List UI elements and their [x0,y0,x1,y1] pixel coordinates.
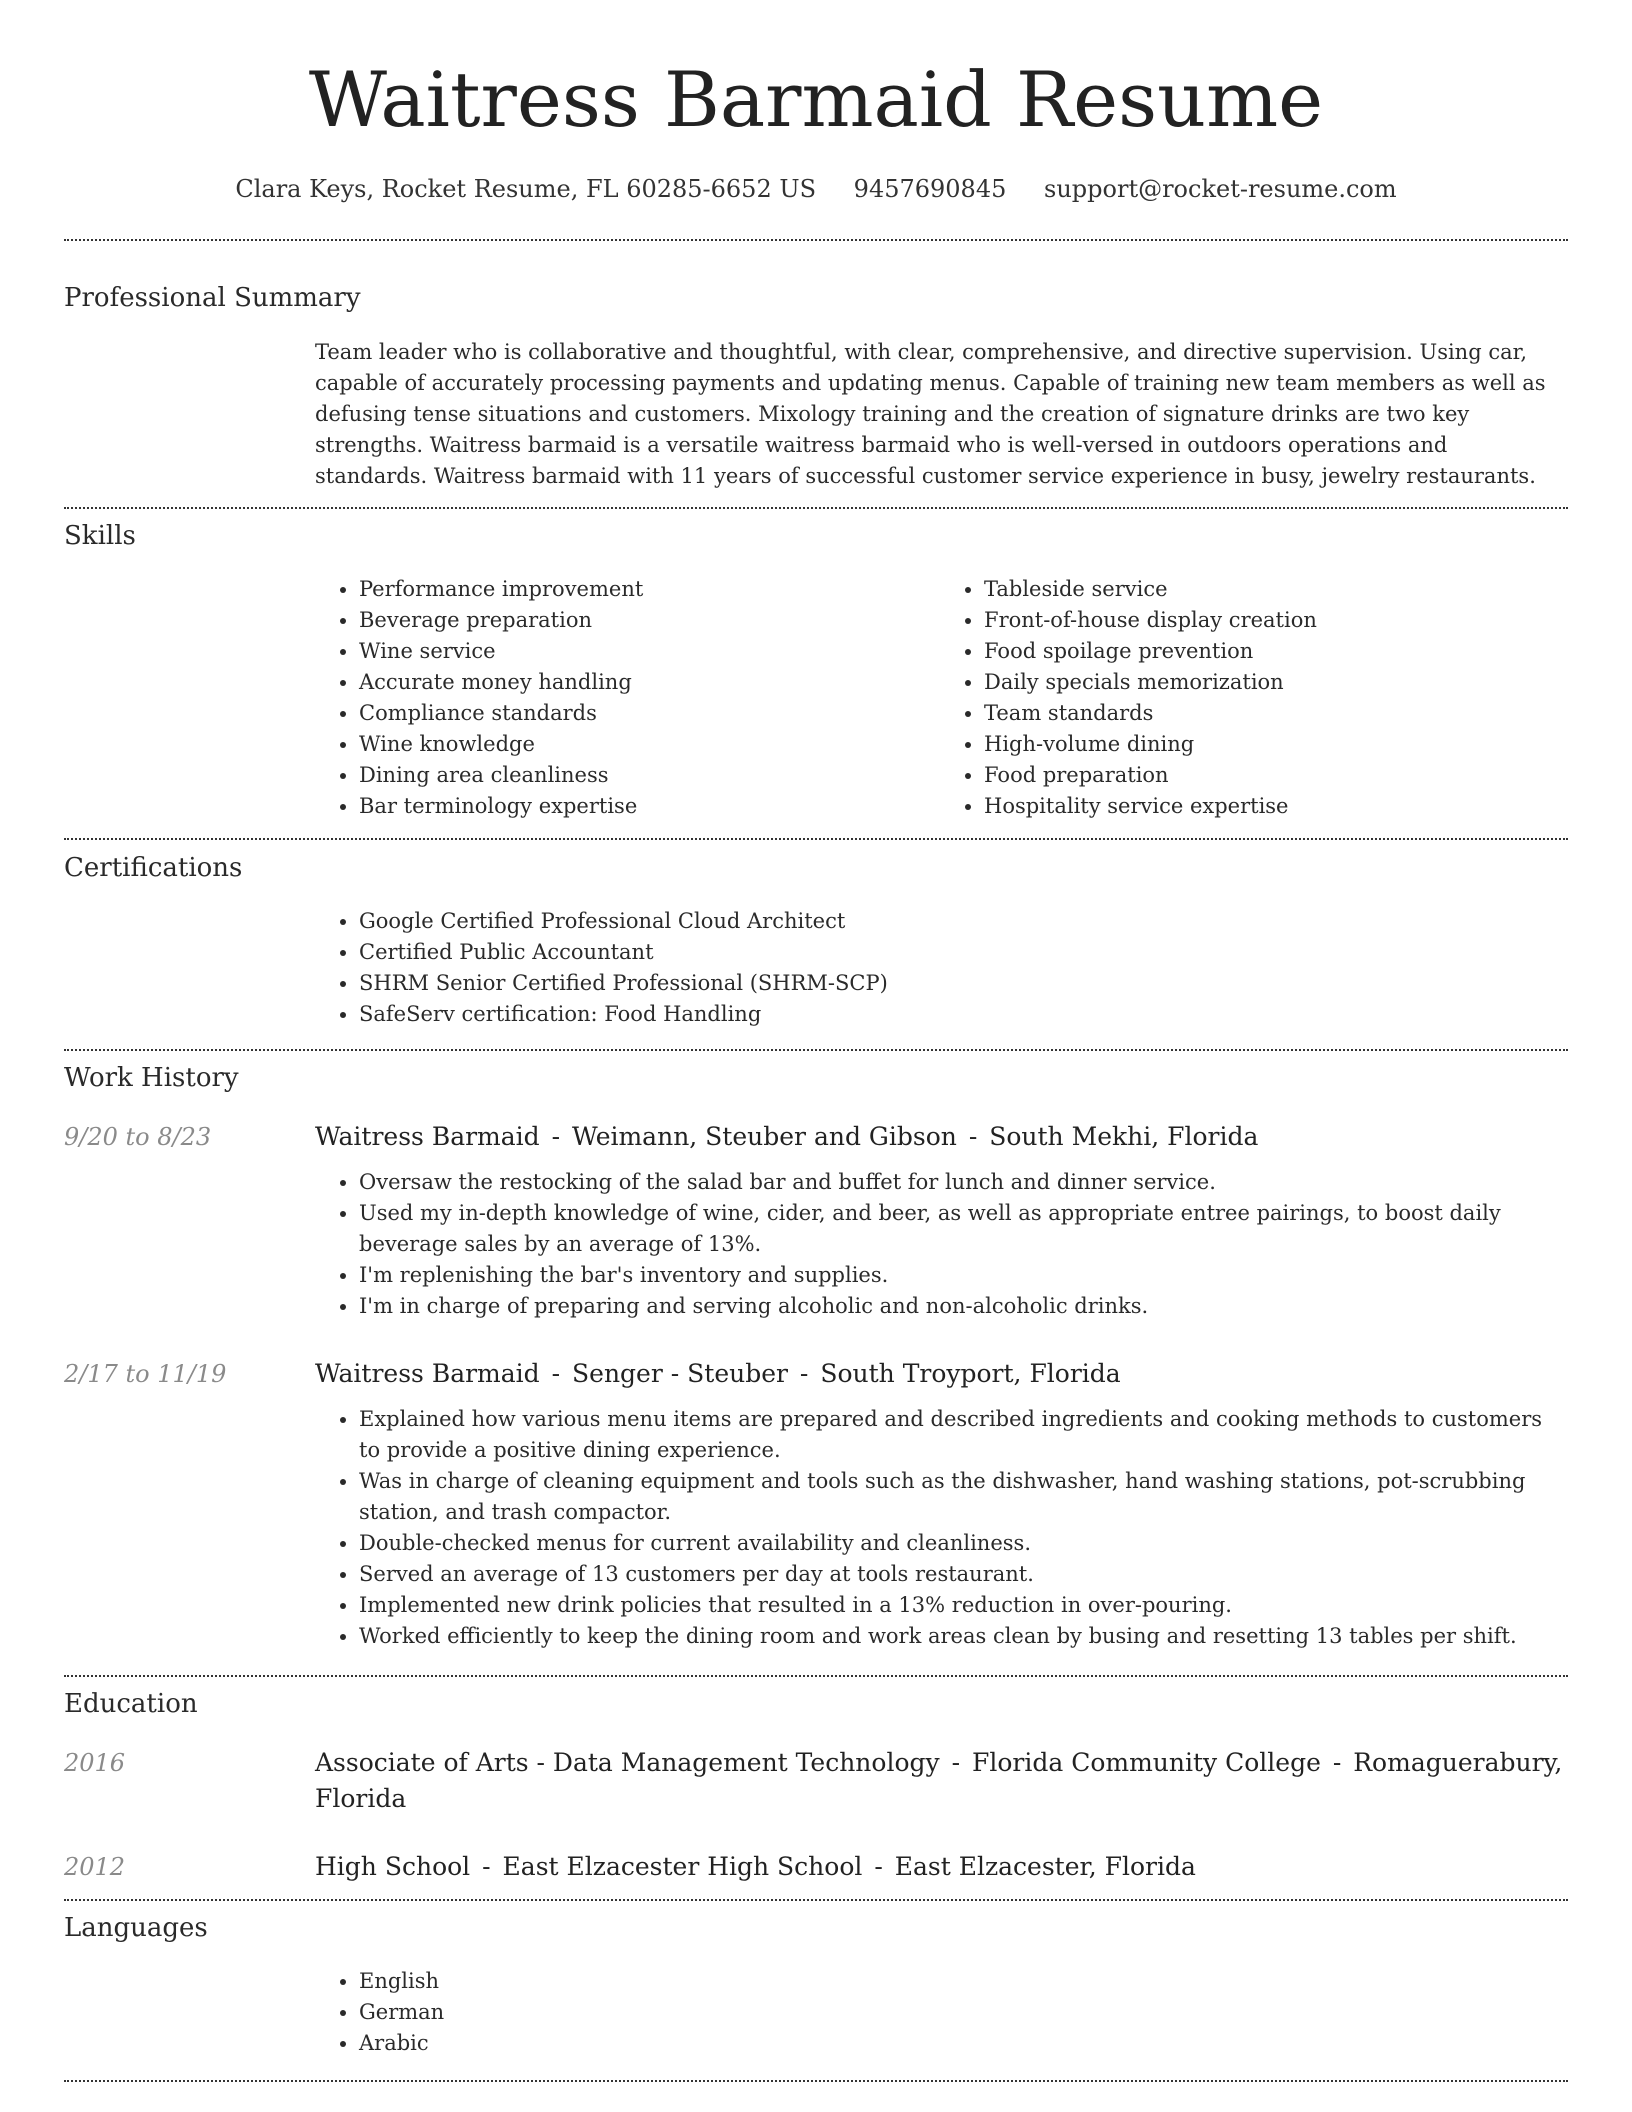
divider [64,1899,1568,1901]
job-location: South Troyport, Florida [820,1359,1121,1388]
job-position: Waitress Barmaid [315,1122,540,1151]
skill-item: • Dining area cleanliness [359,760,940,791]
education-title [315,1745,1565,1817]
education-entry [315,1745,1565,1817]
job-separator: - [799,1359,809,1388]
contact-line [64,170,1568,208]
section-heading-skills: Skills [64,521,136,551]
education-location: Romaguerabury, Florida [315,1748,1563,1813]
certification-item: • Certified Public Accountant [359,937,1565,968]
job-separator: - [551,1359,561,1388]
skills-list-right [940,574,1565,822]
job-separator: - [551,1122,561,1151]
education-degree: Associate of Arts - Data Management Technology [315,1748,940,1777]
education-school: Florida Community College [972,1748,1321,1777]
skill-item: • Accurate money handling [359,667,940,698]
summary-body [315,337,1565,492]
certifications-body [315,906,1565,1030]
language-item: • English [359,1966,1565,1997]
education-year: 2016 [64,1749,126,1777]
job-bullet: • Was in charge of cleaning equipment and tools such as the dishwasher, hand washing stations, pot-scrubbing station, and trash compactor. [359,1466,1565,1528]
job-title [315,1119,1565,1155]
education-separator: - [874,1852,883,1881]
job-bullet: • Double-checked menus for current availability and cleanliness. [359,1528,1565,1559]
education-separator: - [1332,1748,1342,1777]
job-location: South Mekhi, Florida [989,1122,1259,1151]
section-heading-work: Work History [64,1063,239,1093]
job-bullet: • Implemented new drink policies that resulted in a 13% reduction in over-pouring. [359,1590,1565,1621]
skill-item: • Hospitality service expertise [984,791,1565,822]
education-school: East Elzacester High School [502,1852,863,1881]
skill-item: • Compliance standards [359,698,940,729]
skill-item: • Tableside service [984,574,1565,605]
contact-email: support@rocket-resume.com [1044,175,1397,203]
skills-list-left [315,574,940,822]
skill-item: • High-volume dining [984,729,1565,760]
job-bullet: • Used my in-depth knowledge of wine, cider, and beer, as well as appropriate entree pairings, to boost daily beverage sales by an average of 13%. [359,1198,1565,1260]
job-bullets [315,1404,1565,1652]
language-item: • Arabic [359,2028,1565,2059]
divider [64,1675,1568,1677]
education-title [315,1849,1565,1885]
job-bullet: • Oversaw the restocking of the salad bar and buffet for lunch and dinner service. [359,1167,1565,1198]
job-bullets [315,1167,1565,1322]
divider [64,239,1568,241]
contact-phone: 9457690845 [853,175,1007,203]
skill-item: • Food preparation [984,760,1565,791]
skill-item: • Performance improvement [359,574,940,605]
certification-item: • Google Certified Professional Cloud Architect [359,906,1565,937]
divider [64,1049,1568,1051]
section-heading-education: Education [64,1689,198,1719]
languages-list [315,1966,1565,2059]
education-year: 2012 [64,1853,126,1881]
education-degree: High School [315,1852,471,1881]
job-position: Waitress Barmaid [315,1359,540,1388]
education-location: East Elzacester, Florida [894,1852,1196,1881]
skill-item: • Beverage preparation [359,605,940,636]
job-dates: 2/17 to 11/19 [64,1360,227,1388]
job-bullet: • Explained how various menu items are prepared and described ingredients and cooking methods to customers to provide a positive dining experience. [359,1404,1565,1466]
contact-address: Clara Keys, Rocket Resume, FL 60285-6652 US [235,175,817,203]
skill-item: • Wine service [359,636,940,667]
section-heading-summary: Professional Summary [64,283,361,313]
languages-body [315,1966,1565,2059]
certifications-list [315,906,1565,1030]
skill-item: • Daily specials memorization [984,667,1565,698]
skills-grid [315,574,1565,822]
education-separator: - [951,1748,961,1777]
skill-item: • Bar terminology expertise [359,791,940,822]
divider [64,507,1568,509]
certification-item: • SHRM Senior Certified Professional (SHRM-SCP) [359,968,1565,999]
certification-item: • SafeServ certification: Food Handling [359,999,1565,1030]
job-bullet: • Served an average of 13 customers per day at tools restaurant. [359,1559,1565,1590]
resume-title: Waitress Barmaid Resume [308,55,1324,144]
skill-item: • Wine knowledge [359,729,940,760]
job-separator: - [968,1122,978,1151]
section-heading-certifications: Certifications [64,853,243,883]
job-entry [315,1119,1565,1322]
job-bullet: • Worked efficiently to keep the dining room and work areas clean by busing and resetting 13 tables per shift. [359,1621,1565,1652]
skill-item: • Food spoilage prevention [984,636,1565,667]
divider [64,2080,1568,2082]
education-entry [315,1849,1565,1885]
job-dates: 9/20 to 8/23 [64,1123,212,1151]
job-entry [315,1356,1565,1652]
skill-item: • Front-of-house display creation [984,605,1565,636]
skill-item: • Team standards [984,698,1565,729]
job-employer: Senger - Steuber [572,1359,788,1388]
job-bullet: • I'm replenishing the bar's inventory and supplies. [359,1260,1565,1291]
language-item: • German [359,1997,1565,2028]
job-employer: Weimann, Steuber and Gibson [572,1122,957,1151]
education-separator: - [482,1852,491,1881]
section-heading-languages: Languages [64,1913,208,1943]
job-bullet: • I'm in charge of preparing and serving alcoholic and non-alcoholic drinks. [359,1291,1565,1322]
divider [64,838,1568,840]
job-title [315,1356,1565,1392]
summary-text: Team leader who is collaborative and thoughtful, with clear, comprehensive, and directive supervision. Using car, capable of accurately processing payments and updating menus. Capable of training new team members as well as defusing tense situations and customers. Mixology training and the creation of signature drinks are two key strengths. Waitress barmaid is a versatile waitress barmaid who is well-versed in outdoors operations and standards. Waitress barmaid with 11 years of successful customer service experience in busy, jewelry restaurants. [315,340,1546,488]
